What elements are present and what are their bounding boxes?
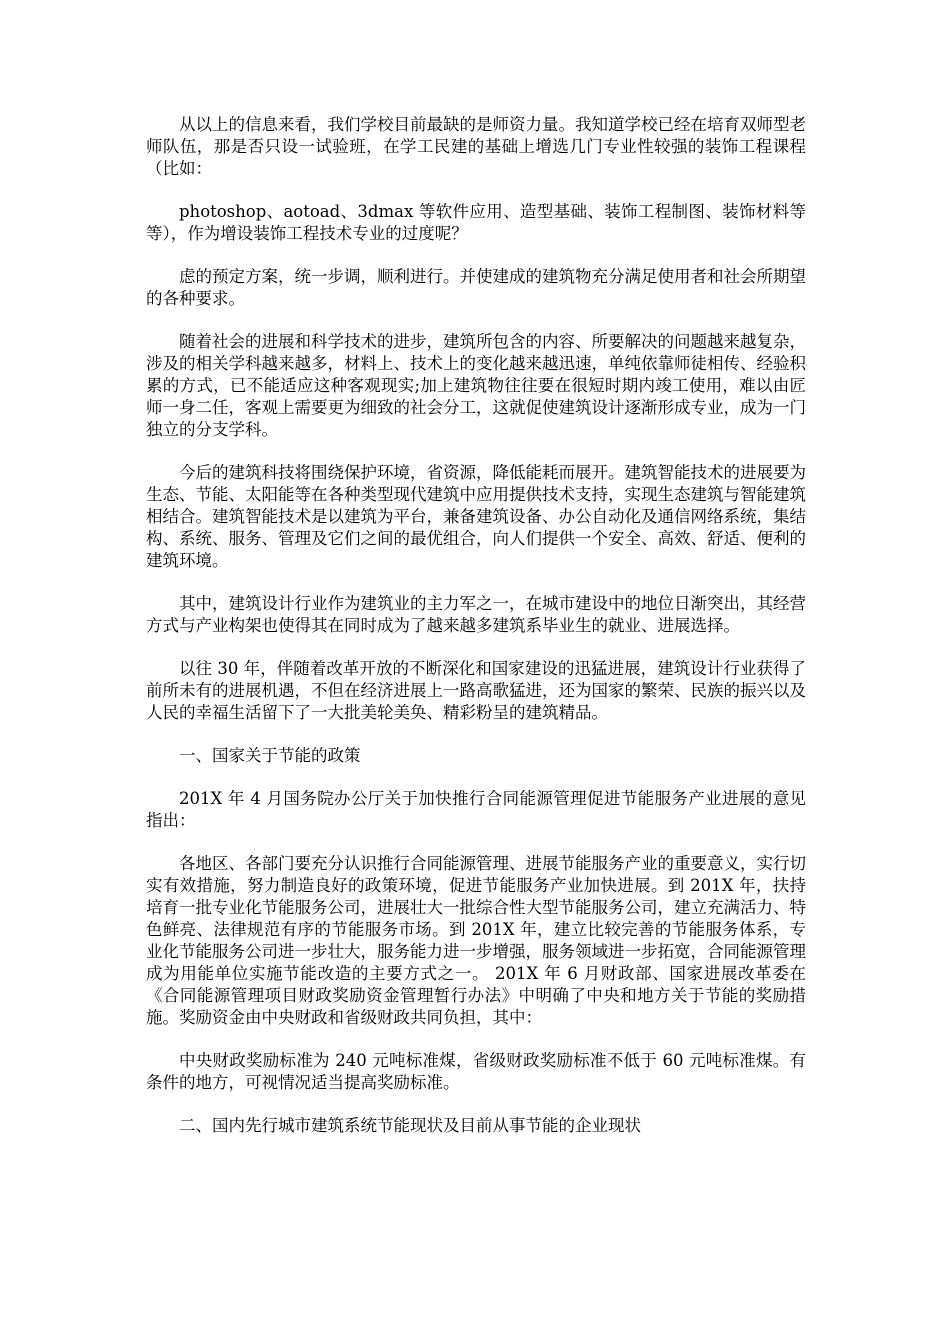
paragraph-state-council-opinion: 201X 年 4 月国务院办公厅关于加快推行合同能源管理促进节能服务产业进展的意见指出：: [146, 789, 806, 830]
paragraph-reward-standard: 中央财政奖励标准为 240 元吨标准煤，省级财政奖励标准不低于 60 元吨标准煤。有条件的地方，可视情况适当提高奖励标准。: [146, 1051, 806, 1092]
paragraph-thirty-years: 以往 30 年，伴随着改革开放的不断深化和国家建设的迅猛进展，建筑设计行业获得了前所未有的进展机遇，不但在经济进展上一路高歌猛进，还为国家的繁荣、民族的振兴以及人民的幸福生活留下了一大批美轮美奂、精彩粉呈的建筑精品。: [146, 659, 806, 722]
paragraph-energy-services: 各地区、各部门要充分认识推行合同能源管理、进展节能服务产业的重要意义，实行切实有效措施，努力制造良好的政策环境，促进节能服务产业加快进展。到 201X 年，扶持培育一批专业化节能服务公司，进展壮大一批综合性大型节能服务公司，建立充满活力、特色鲜亮、法律规范有序的节能服务市场。到 201X 年，建立比较完善的节能服务体系，专业化节能服务公司进一步壮大，服务能力进一步增强，服务领域进一步拓宽，合同能源管理成为用能单位实施节能改造的主要方式之一。 201X 年 6 月财政部、国家进展改革委在《合同能源管理项目财政奖励资金管理暂行办法》中明确了中央和地方关于节能的奖励措施。奖励资金由中央财政和省级财政共同负担，其中：: [146, 854, 806, 1027]
section-heading-city-energy-status: 二、国内先行城市建筑系统节能现状及目前从事节能的企业现状: [179, 1116, 641, 1135]
paragraph-smart-building: 今后的建筑科技将围绕保护环境，省资源，降低能耗而展开。建筑智能技术的进展要为生态、节能、太阳能等在各种类型现代建筑中应用提供技术支持，实现生态建筑与智能建筑相结合。建筑智能技术是以建筑为平台，兼备建筑设备、办公自动化及通信网络系统，集结构、系统、服务、管理及它们之间的最优组合，向人们提供一个安全、高效、舒适、便利的建筑环境。: [146, 463, 806, 570]
paragraph-teacher-resources: 从以上的信息来看，我们学校目前最缺的是师资力量。我知道学校已经在培育双师型老师队伍，那是否只设一试验班，在学工民建的基础上增选几门专业性较强的装饰工程课程（比如：: [146, 115, 806, 178]
paragraph-design-industry: 其中，建筑设计行业作为建筑业的主力军之一，在城市建设中的地位日渐突出，其经营方式与产业构架也使得其在同时成为了越来越多建筑系毕业生的就业、进展选择。: [146, 594, 806, 635]
paragraph-architecture-development: 随着社会的进展和科学技术的进步，建筑所包含的内容、所要解决的问题越来越复杂，涉及的相关学科越来越多，材料上、技术上的变化越来越迅速，单纯依靠师徒相传、经验积累的方式，已不能适应这种客观现实;加上建筑物往往要在很短时期内竣工使用，难以由匠师一身二任，客观上需要更为细致的社会分工，这就促使建筑设计逐渐形成专业，成为一门独立的分支学科。: [146, 332, 806, 439]
section-heading-energy-policy: 一、国家关于节能的政策: [179, 746, 361, 765]
paragraph-software-courses: photoshop、aotoad、3dmax 等软件应用、造型基础、装饰工程制图、装饰材料等等），作为增设装饰工程技术专业的过度呢？: [146, 202, 806, 243]
paragraph-planning: 虑的预定方案，统一步调，顺利进行。并使建成的建筑物充分满足使用者和社会所期望的各种要求。: [146, 267, 806, 308]
document-body: [146, 114, 806, 1158]
